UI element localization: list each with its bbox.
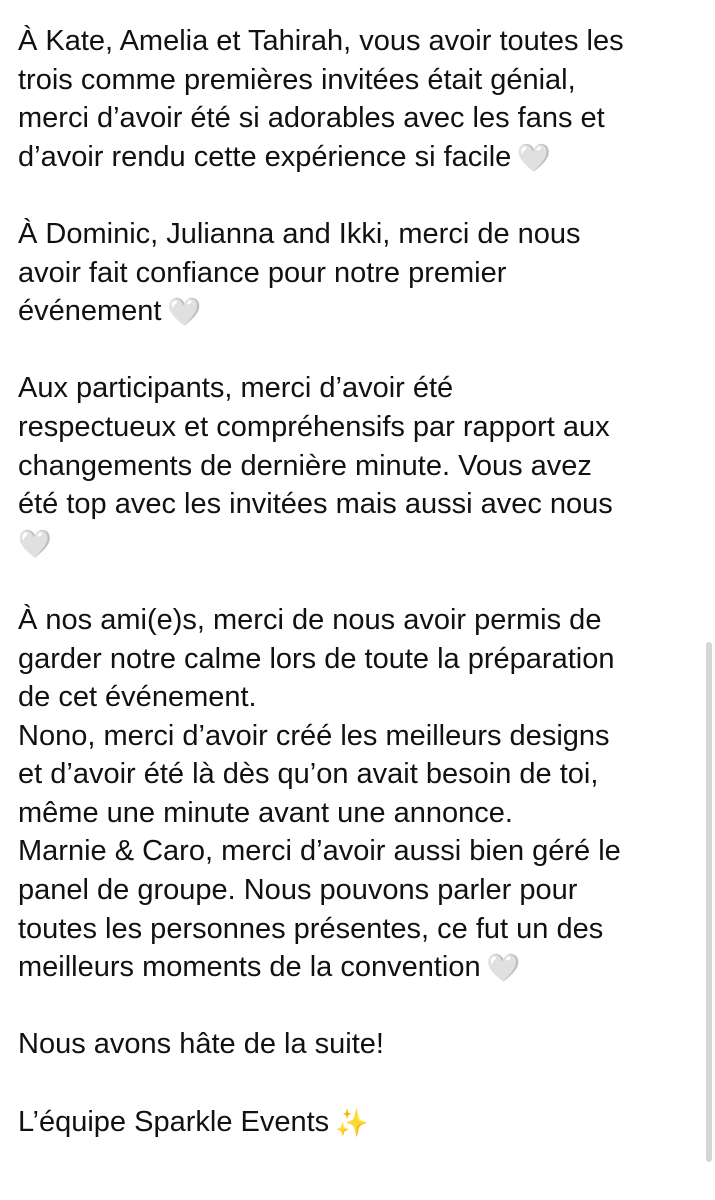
text-line: été top avec les invitées mais aussi avec nous	[18, 488, 613, 521]
text-line	[18, 948, 703, 987]
text-line	[18, 138, 703, 177]
text-line: avoir fait confiance pour notre premier	[18, 256, 507, 289]
signature-line	[18, 1103, 703, 1142]
vertical-scrollbar[interactable]	[706, 642, 712, 1162]
white-heart-icon: 🤍	[18, 528, 52, 560]
text-line	[18, 292, 703, 331]
text-line: panel de groupe. Nous pouvons parler pour	[18, 874, 578, 907]
text-line-content: événement	[18, 295, 162, 328]
signature-text: L’équipe Sparkle Events	[18, 1105, 330, 1138]
text-line: même une minute avant une annonce.	[18, 796, 513, 829]
paragraph-signature	[18, 1103, 703, 1142]
text-line: et d’avoir été là dès qu’on avait besoin de toi,	[18, 758, 599, 791]
paragraph-guests	[18, 22, 703, 176]
paragraph-participants	[18, 369, 703, 562]
text-line: À Dominic, Julianna and Ikki, merci de nous	[18, 217, 581, 250]
text-line: À nos ami(e)s, merci de nous avoir permis de	[18, 603, 602, 636]
text-line: respectueux et compréhensifs par rapport aux	[18, 410, 610, 443]
text-line: Nono, merci d’avoir créé les meilleurs designs	[18, 719, 610, 752]
text-line: merci d’avoir été si adorables avec les fans et	[18, 102, 605, 135]
text-line: Marnie & Caro, merci d’avoir aussi bien géré le	[18, 835, 621, 868]
text-line: Aux participants, merci d’avoir été	[18, 372, 454, 405]
text-line: de cet événement.	[18, 681, 257, 714]
white-heart-icon: 🤍	[486, 953, 521, 985]
text-line-content: d’avoir rendu cette expérience si facile	[18, 140, 512, 173]
text-line: Nous avons hâte de la suite!	[18, 1028, 384, 1061]
white-heart-icon: 🤍	[167, 297, 202, 329]
paragraph-closing	[18, 1025, 703, 1064]
text-line: À Kate, Amelia et Tahirah, vous avoir toutes les	[18, 25, 624, 57]
sparkles-icon: ✨	[335, 1107, 369, 1139]
text-line: toutes les personnes présentes, ce fut un des	[18, 912, 604, 945]
paragraph-organizers	[18, 215, 703, 331]
note-body	[18, 22, 703, 1180]
text-line: changements de dernière minute. Vous avez	[18, 449, 592, 482]
paragraph-friends	[18, 601, 703, 987]
text-line: trois comme premières invitées était génial,	[18, 63, 576, 96]
white-heart-icon: 🤍	[517, 142, 551, 174]
text-line	[18, 524, 703, 563]
text-line: garder notre calme lors de toute la préparation	[18, 642, 615, 675]
text-line-content: meilleurs moments de la convention	[18, 951, 481, 984]
